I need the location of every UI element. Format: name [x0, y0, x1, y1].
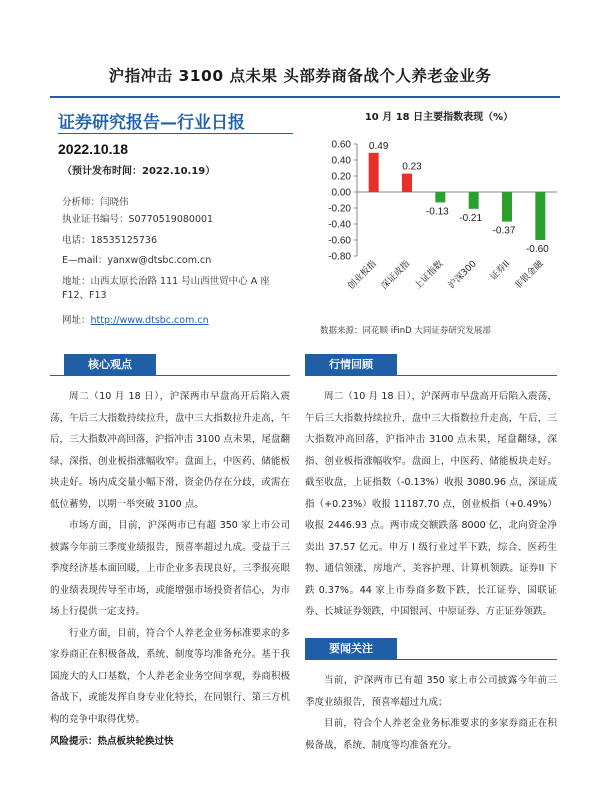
y-tick-label: 0.00 [331, 187, 351, 199]
bar-value-label: -0.37 [492, 225, 516, 237]
phone-number: 电话：18535125736 [62, 235, 157, 246]
bar [435, 192, 445, 202]
bar-value-label: 0.49 [368, 140, 389, 152]
chart-source: 数据来源：同花顺 iFinD 大同证券研究发展部 [320, 326, 491, 336]
report-date: 2022.10.18 [58, 141, 129, 157]
y-tick-label: -0.60 [328, 235, 351, 247]
website-link[interactable]: http://www.dtsbc.com.cn [90, 315, 209, 326]
category-label: 沪深300 [446, 259, 479, 292]
category-label: 非银金融 [512, 259, 546, 292]
paragraph: 周二（10 月 18 日），沪深两市早盘高开后陷入震荡，午后三大指数持续拉升，盘中三大指数拉升走高，午后，三大指数冲高回落，沪指冲击 3100 点未果，尾盘翻绿，深指、创业板指涨幅收窄。盘面上，中医药、储能板块走好。截至收盘，上证指数（-0.13%）收报 3080.96 点，深证成指（+0.23%）收报 11187.70 点，创业板指（+0.49%）收报 2446.93 点。两市成交额跌落 8000 亿，北向资金净卖出 37.57 亿元。申万 I 级行业过半下跌，综合、医药生物、通信领涨，房地产、美容护理、计算机领跌。证券II 下跌 0.37%。44 家上市券商多数下跌，长江证券、国联证券、长城证券领跌，中国银河、中原证券、方正证券领跌。 [305, 391, 557, 617]
core-divider [50, 375, 290, 376]
bar-value-label: -0.21 [459, 212, 483, 224]
paragraph: 行业方面，目前，符合个人养老金业务标准要求的多家券商正在积极备战，系统、制度等均准备充分。基于我国庞大的人口基数，个人养老金业务空间享观，券商积极备战下，或能发挥自身专业化特长，在同银行、第三方机构的竞争中取得优势。 [50, 627, 290, 725]
core-body [50, 386, 290, 730]
bar-value-label: 0.23 [402, 161, 422, 173]
analyst-name: 分析师：闫晓伟 [62, 197, 129, 208]
news-divider [305, 659, 557, 660]
bar [535, 192, 545, 240]
section-market-title: 行情回顾 [305, 354, 397, 376]
index-performance-chart [305, 122, 565, 322]
office-address: 地址：山西太原长治路 111 号山西世贸中心 A 座 F12、F13 [62, 276, 270, 301]
y-tick-label: -0.80 [328, 251, 351, 263]
market-body [305, 386, 557, 623]
y-tick-label: 0.20 [331, 171, 351, 183]
market-divider [305, 375, 557, 376]
website-line [62, 314, 292, 328]
bar [469, 192, 479, 209]
y-tick-label: -0.20 [328, 203, 351, 215]
category-label: 上证指数 [412, 259, 446, 292]
paragraph: 目前，符合个人养老金业务标准要求的多家券商正在积极备战，系统、制度等均准备充分。 [305, 718, 557, 751]
chart-title: 10 月 18 日主要指数表现（%） [364, 112, 514, 123]
page-headline: 沪指冲击 3100 点未果 头部券商备战个人养老金业务 [108, 67, 492, 85]
bar-value-label: -0.60 [525, 244, 549, 255]
risk-warning: 风险提示：热点板块轮换过快 [50, 736, 174, 747]
website-label: 网址： [62, 315, 91, 326]
header-divider [50, 96, 560, 98]
y-tick-label: 0.60 [331, 139, 351, 151]
section-news-title: 要闻关注 [305, 638, 397, 660]
bar [502, 192, 512, 222]
publish-date: （预计发布时间：2022.10.19） [62, 166, 216, 177]
paragraph: 当前，沪深两市已有超 350 家上市公司披露今年前三季度业绩报告，预喜率超过九成； [305, 675, 557, 708]
y-tick-label: 0.40 [331, 155, 351, 167]
bar-value-label: -0.13 [425, 206, 449, 218]
section-core-title: 核心观点 [64, 354, 156, 376]
paragraph: 市场方面，目前，沪深两市已有超 350 家上市公司披露今年前三季度业绩报告，预喜率超过九成。受益于三季度经济基本面回暖，上市企业多表现良好，三季报亮眼的业绩表现传导至市场，或能增强市场投资者信心，为市场上行提供一定支持。 [50, 520, 290, 617]
license-number: 执业证书编号：S0770519080001 [62, 214, 214, 225]
email-address: E—mail：yanxw@dtsbc.com.cn [62, 255, 212, 266]
paragraph: 周二（10 月 18 日），沪深两市早盘高开后陷入震荡，午后三大指数持续拉升，盘中三大指数拉升走高，午后，三大指数冲高回落，沪指冲击 3100 点未果，尾盘翻绿，深指、创业板指涨幅收窄。盘面上，中医药、储能板块走好。场内成交量小幅下滑，资金仍存在分歧，或需在低位蓄势，以期一举突破 3100 点。 [50, 391, 290, 510]
news-body [305, 670, 557, 756]
bar [402, 174, 412, 192]
bar [369, 153, 379, 192]
y-tick-label: -0.40 [328, 219, 351, 231]
title-divider [58, 133, 293, 134]
category-label: 证券II [488, 259, 513, 283]
category-label: 深证成指 [379, 259, 413, 292]
category-label: 创业板指 [346, 259, 379, 292]
report-title: 证券研究报告—行业日报 [58, 113, 245, 133]
